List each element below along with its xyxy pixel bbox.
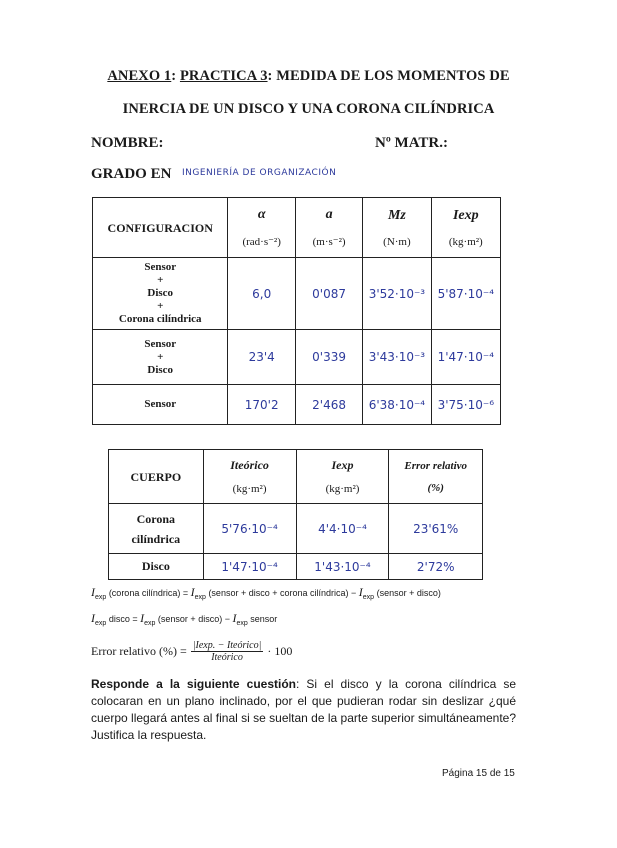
error-denominator: Iteórico bbox=[211, 652, 243, 663]
header-iteorico bbox=[203, 450, 296, 504]
a-value[interactable]: 2'468 bbox=[295, 385, 362, 425]
config-line: + bbox=[157, 300, 164, 312]
header-a-unit: (m·s⁻²) bbox=[312, 236, 346, 248]
table-row bbox=[109, 554, 483, 580]
header-mz-symbol: Mz bbox=[387, 207, 406, 223]
mz-value[interactable]: 3'52·10⁻³ bbox=[363, 258, 431, 330]
question-text: : Si el disco y la corona cilíndrica se colocaran en un plano inclinado, por el que pudieran rodar sin deslizar ¿qué cuerpo llegará antes al final si se sueltan de la parte superior simultáneamente? Justifica la respuesta. bbox=[91, 677, 516, 742]
nombre-label: NOMBRE: bbox=[91, 135, 164, 151]
config-cell bbox=[93, 385, 228, 425]
formula-corona: $I_{exp}$ (corona cilíndrica) = $I_{exp}$ (sensor + disco + corona cilíndrica) − $I_{exp}$ (sensor + disco) bbox=[91, 585, 441, 601]
error-fraction bbox=[191, 640, 264, 663]
header-iteorico-unit: (kg·m²) bbox=[232, 483, 267, 495]
iteorico-value[interactable]: 1'47·10⁻⁴ bbox=[203, 554, 296, 580]
header-iexp-unit: (kg·m²) bbox=[448, 235, 483, 248]
iteorico-value[interactable]: 5'76·10⁻⁴ bbox=[203, 504, 296, 554]
mz-value[interactable]: 3'43·10⁻³ bbox=[363, 330, 431, 385]
config-line: Sensor bbox=[144, 398, 177, 410]
error-numerator: |Iexp. − Iteórico| bbox=[192, 640, 262, 651]
error-multiplier: · 100 bbox=[267, 644, 293, 658]
header-alpha-unit: (rad·s⁻²) bbox=[242, 236, 281, 248]
table-row bbox=[93, 330, 501, 385]
formula-disco-lhs: disco = bbox=[108, 614, 138, 624]
grado-value[interactable]: INGENIERÍA DE ORGANIZACIÓN bbox=[182, 168, 337, 178]
header-mz bbox=[363, 198, 431, 258]
mz-value[interactable]: 6'38·10⁻⁴ bbox=[363, 385, 431, 425]
header-error-symbol: Error relativo bbox=[404, 459, 468, 472]
body-line: cilíndrica bbox=[131, 531, 181, 546]
config-header-cell bbox=[93, 198, 228, 258]
formula-disco-term1: (sensor + disco) bbox=[157, 614, 223, 624]
page-title-line2: INERCIA DE UN DISCO Y UNA CORONA CILÍNDRICA bbox=[122, 101, 495, 117]
formula-disco: $I_{exp}$ disco = $I_{exp}$ (sensor + disco) − $I_{exp}$ sensor bbox=[91, 611, 278, 627]
error-value[interactable]: 23'61% bbox=[389, 504, 483, 554]
body-header: CUERPO bbox=[130, 469, 182, 484]
table-row bbox=[93, 258, 501, 330]
header-alpha-symbol: α bbox=[257, 207, 266, 222]
formula-corona-term2: (sensor + disco) bbox=[376, 588, 441, 598]
alpha-value[interactable]: 23'4 bbox=[228, 330, 296, 385]
config-line: + bbox=[157, 350, 164, 363]
header-iexp2-symbol: Iexp bbox=[331, 458, 354, 472]
iexp-value[interactable]: 3'75·10⁻⁶ bbox=[431, 385, 500, 425]
config-cell bbox=[93, 258, 228, 330]
question-lead: Responde a la siguiente cuestión bbox=[91, 677, 296, 691]
alpha-value[interactable]: 170'2 bbox=[228, 385, 296, 425]
alpha-value[interactable]: 6,0 bbox=[228, 258, 296, 330]
header-mz-unit: (N·m) bbox=[383, 235, 411, 248]
title-rest: : MEDIDA DE LOS MOMENTOS DE bbox=[267, 68, 510, 84]
iexp-value[interactable]: 1'47·10⁻⁴ bbox=[431, 330, 500, 385]
body-cell bbox=[109, 504, 204, 554]
error-formula-label: Error relativo (%) = bbox=[91, 644, 187, 658]
iexp-value[interactable]: 4'4·10⁻⁴ bbox=[296, 504, 389, 554]
formula-corona-lhs: (corona cilíndrica) = bbox=[108, 588, 189, 598]
header-alpha bbox=[228, 198, 296, 258]
body-header-cell bbox=[109, 450, 204, 504]
question-paragraph bbox=[91, 676, 516, 744]
error-value[interactable]: 2'72% bbox=[389, 554, 483, 580]
page-number: Página 15 de 15 bbox=[442, 768, 515, 779]
title-annex: ANEXO 1 bbox=[107, 68, 172, 84]
iexp-value[interactable]: 5'87·10⁻⁴ bbox=[431, 258, 500, 330]
config-line: Disco bbox=[147, 287, 174, 299]
config-line: Sensor bbox=[144, 261, 177, 273]
title-sep: : bbox=[171, 68, 180, 84]
error-formula bbox=[91, 640, 292, 663]
a-value[interactable]: 0'339 bbox=[295, 330, 362, 385]
table-row bbox=[109, 504, 483, 554]
body-line: Corona bbox=[136, 511, 176, 526]
header-iexp2 bbox=[296, 450, 389, 504]
config-header: CONFIGURACION bbox=[107, 220, 213, 235]
header-error-unit: (%) bbox=[427, 481, 444, 494]
a-value[interactable]: 0'087 bbox=[295, 258, 362, 330]
config-cell bbox=[93, 330, 228, 385]
results-table bbox=[92, 197, 501, 425]
config-line: Corona cilíndrica bbox=[118, 313, 202, 325]
header-iexp2-unit: (kg·m²) bbox=[325, 483, 360, 495]
comparison-table bbox=[108, 449, 483, 580]
iexp-value[interactable]: 1'43·10⁻⁴ bbox=[296, 554, 389, 580]
body-line: Disco bbox=[141, 559, 170, 573]
table-row bbox=[93, 385, 501, 425]
config-line: Disco bbox=[147, 363, 174, 376]
header-error bbox=[389, 450, 483, 504]
header-a-symbol: a bbox=[325, 207, 333, 222]
header-iexp bbox=[431, 198, 500, 258]
config-line: Sensor bbox=[144, 337, 177, 350]
formula-disco-term2: sensor bbox=[250, 614, 278, 624]
header-iteorico-symbol: Iteórico bbox=[230, 458, 269, 472]
matr-label: Nº MATR.: bbox=[375, 135, 448, 151]
body-cell bbox=[109, 554, 204, 580]
grado-label: GRADO EN bbox=[91, 166, 172, 182]
formula-corona-term1: (sensor + disco + corona cilíndrica) bbox=[208, 588, 349, 598]
header-a bbox=[295, 198, 362, 258]
page-title-line1 bbox=[0, 68, 617, 85]
config-line: + bbox=[157, 274, 164, 286]
header-iexp-symbol: Iexp bbox=[452, 207, 479, 223]
title-practice: PRACTICA 3 bbox=[179, 68, 268, 84]
